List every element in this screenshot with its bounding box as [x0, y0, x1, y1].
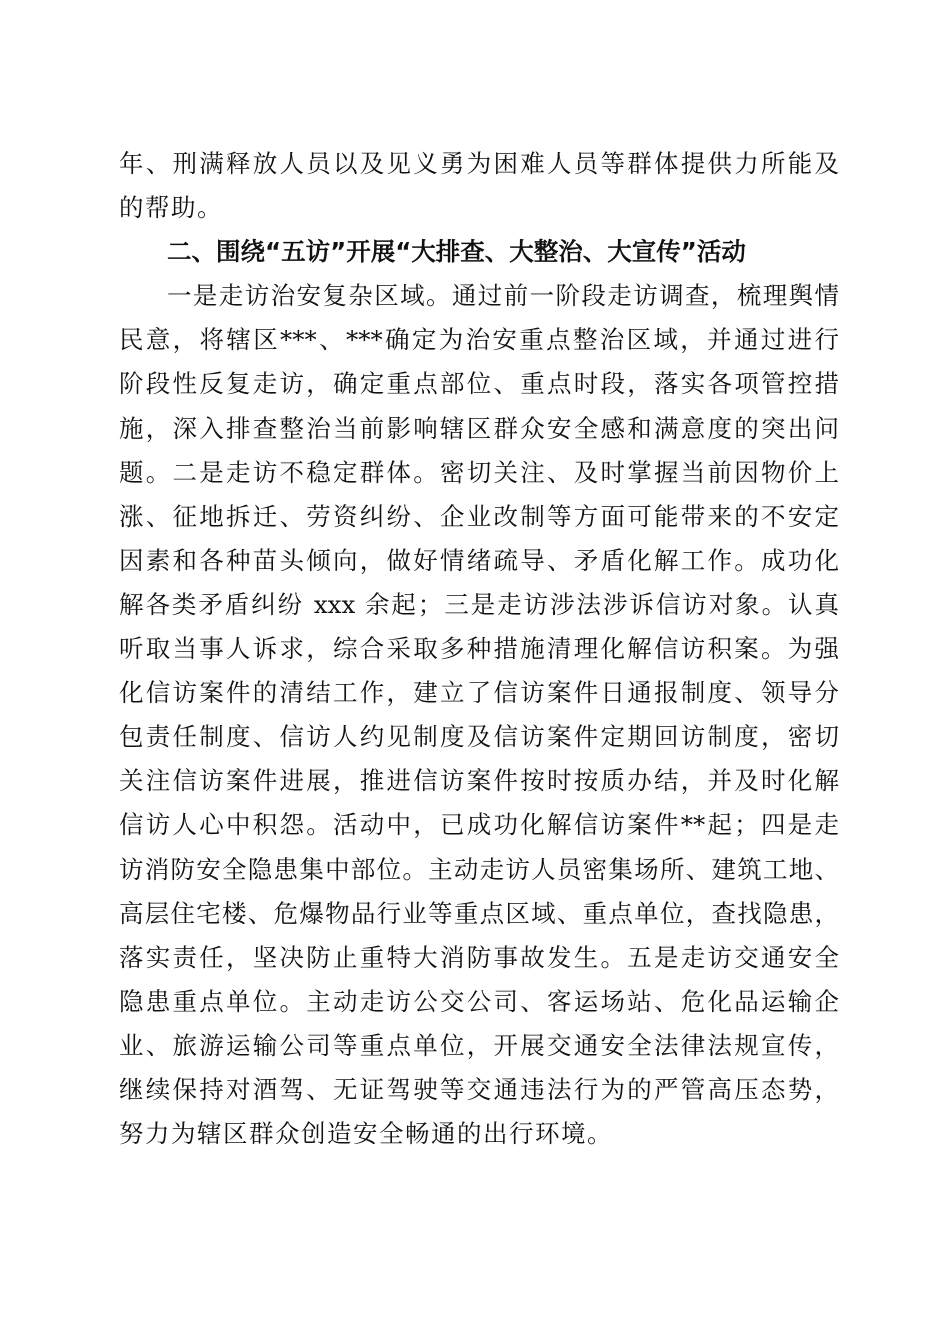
text-line-17: 访消防安全隐患集中部位。主动走访人员密集场所、建筑工地、: [119, 855, 839, 884]
text-line-14: 包责任制度、信访人约见制度及信访案件定期回访制度，密切: [119, 722, 839, 751]
text-line-9: 涨、征地拆迁、劳资纠纷、企业改制等方面可能带来的不安定: [119, 502, 839, 531]
text-line-4: 一是走访治安复杂区域。通过前一阶段走访调查，梳理舆情: [167, 281, 839, 310]
text-line-1: 年、刑满释放人员以及见义勇为困难人员等群体提供力所能及: [119, 149, 839, 178]
text-line-5: 民意，将辖区***、***确定为治安重点整治区域，并通过进行: [119, 325, 839, 354]
text-line-19: 落实责任，坚决防止重特大消防事故发生。五是走访交通安全: [119, 943, 839, 972]
text-line-6: 阶段性反复走访，确定重点部位、重点时段，落实各项管控措: [119, 369, 839, 398]
text-line-22: 继续保持对酒驾、无证驾驶等交通违法行为的严管高压态势，: [119, 1075, 839, 1104]
text-line-23: 努力为辖区群众创造安全畅通的出行环境。: [119, 1119, 613, 1148]
text-line-10: 因素和各种苗头倾向，做好情绪疏导、矛盾化解工作。成功化: [119, 546, 839, 575]
text-line-8: 题。二是走访不稳定群体。密切关注、及时掌握当前因物价上: [119, 458, 839, 487]
text-line-21: 业、旅游运输公司等重点单位，开展交通安全法律法规宣传，: [119, 1031, 839, 1060]
text-line-2: 的帮助。: [119, 193, 223, 222]
text-line-7: 施，深入排查整治当前影响辖区群众安全感和满意度的突出问: [119, 414, 839, 443]
text-line-18: 高层住宅楼、危爆物品行业等重点区域、重点单位，查找隐患，: [119, 899, 839, 928]
text-line-15: 关注信访案件进展，推进信访案件按时按质办结，并及时化解: [119, 766, 839, 795]
text-line-20: 隐患重点单位。主动走访公交公司、客运场站、危化品运输企: [119, 987, 839, 1016]
text-line-13: 化信访案件的清结工作，建立了信访案件日通报制度、领导分: [119, 678, 839, 707]
text-line-11: 解各类矛盾纠纷 xxx 余起；三是走访涉法涉诉信访对象。认真: [119, 590, 839, 619]
text-line-12: 听取当事人诉求，综合采取多种措施清理化解信访积案。为强: [119, 634, 839, 663]
text-line-16: 信访人心中积怨。活动中，已成功化解信访案件**起；四是走: [119, 810, 839, 839]
section-heading: 二、围绕“五访”开展“大排查、大整治、大宣传”活动: [167, 237, 746, 266]
